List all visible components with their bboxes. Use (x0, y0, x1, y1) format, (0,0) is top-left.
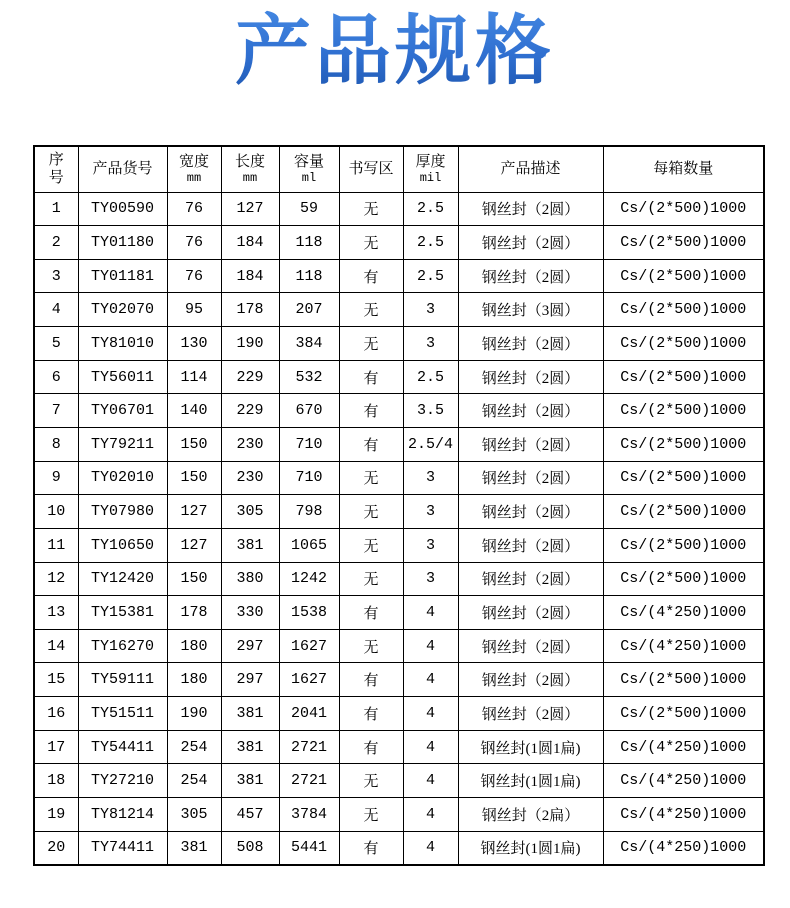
cell-length: 229 (221, 394, 279, 428)
cell-capacity: 2041 (279, 697, 339, 731)
cell-capacity: 1538 (279, 596, 339, 630)
cell-item-no: TY07980 (78, 495, 167, 529)
cell-no: 16 (34, 697, 78, 731)
table-row (34, 360, 764, 394)
cell-description: 钢丝封（2圆） (458, 596, 603, 630)
cell-length: 184 (221, 226, 279, 260)
cell-qty-per-box: Cs/(2*500)1000 (603, 427, 764, 461)
table-row (34, 831, 764, 865)
table-row (34, 192, 764, 226)
cell-description: 钢丝封（2圆） (458, 528, 603, 562)
cell-no: 12 (34, 562, 78, 596)
cell-length: 230 (221, 461, 279, 495)
cell-capacity: 1065 (279, 528, 339, 562)
cell-qty-per-box: Cs/(2*500)1000 (603, 663, 764, 697)
cell-no: 1 (34, 192, 78, 226)
cell-item-no: TY00590 (78, 192, 167, 226)
cell-width: 130 (167, 327, 221, 361)
cell-item-no: TY16270 (78, 629, 167, 663)
cell-item-no: TY06701 (78, 394, 167, 428)
cell-writing-area: 有 (339, 259, 403, 293)
cell-thickness: 3 (403, 495, 458, 529)
cell-writing-area: 无 (339, 798, 403, 832)
cell-no: 20 (34, 831, 78, 865)
cell-thickness: 3 (403, 327, 458, 361)
cell-width: 254 (167, 730, 221, 764)
table-header (34, 146, 764, 192)
cell-item-no: TY02010 (78, 461, 167, 495)
cell-writing-area: 无 (339, 293, 403, 327)
cell-description: 钢丝封（2圆） (458, 192, 603, 226)
cell-item-no: TY01180 (78, 226, 167, 260)
cell-writing-area: 有 (339, 697, 403, 731)
cell-capacity: 3784 (279, 798, 339, 832)
cell-thickness: 4 (403, 663, 458, 697)
cell-writing-area: 无 (339, 629, 403, 663)
cell-capacity: 5441 (279, 831, 339, 865)
cell-capacity: 2721 (279, 764, 339, 798)
cell-no: 6 (34, 360, 78, 394)
cell-qty-per-box: Cs/(2*500)1000 (603, 226, 764, 260)
cell-capacity: 118 (279, 259, 339, 293)
col-header-width: 宽度 mm (167, 146, 221, 192)
cell-description: 钢丝封（2圆） (458, 259, 603, 293)
cell-qty-per-box: Cs/(2*500)1000 (603, 562, 764, 596)
cell-width: 114 (167, 360, 221, 394)
cell-writing-area: 无 (339, 562, 403, 596)
cell-qty-per-box: Cs/(2*500)1000 (603, 394, 764, 428)
cell-qty-per-box: Cs/(4*250)1000 (603, 798, 764, 832)
table-row (34, 629, 764, 663)
cell-item-no: TY51511 (78, 697, 167, 731)
cell-qty-per-box: Cs/(4*250)1000 (603, 596, 764, 630)
cell-length: 297 (221, 663, 279, 697)
cell-capacity: 1627 (279, 629, 339, 663)
cell-length: 229 (221, 360, 279, 394)
cell-description: 钢丝封(1圆1扁) (458, 764, 603, 798)
cell-length: 381 (221, 730, 279, 764)
cell-no: 11 (34, 528, 78, 562)
cell-width: 254 (167, 764, 221, 798)
cell-length: 127 (221, 192, 279, 226)
cell-thickness: 3 (403, 528, 458, 562)
table-row (34, 427, 764, 461)
cell-qty-per-box: Cs/(4*250)1000 (603, 764, 764, 798)
cell-width: 381 (167, 831, 221, 865)
table-row (34, 562, 764, 596)
cell-thickness: 2.5 (403, 259, 458, 293)
cell-item-no: TY10650 (78, 528, 167, 562)
cell-length: 178 (221, 293, 279, 327)
cell-capacity: 59 (279, 192, 339, 226)
cell-no: 14 (34, 629, 78, 663)
cell-width: 127 (167, 495, 221, 529)
cell-length: 330 (221, 596, 279, 630)
cell-writing-area: 有 (339, 831, 403, 865)
cell-capacity: 798 (279, 495, 339, 529)
cell-length: 184 (221, 259, 279, 293)
cell-description: 钢丝封（2圆） (458, 360, 603, 394)
cell-thickness: 4 (403, 697, 458, 731)
cell-writing-area: 无 (339, 327, 403, 361)
cell-item-no: TY54411 (78, 730, 167, 764)
table-row (34, 764, 764, 798)
cell-thickness: 2.5 (403, 192, 458, 226)
cell-no: 17 (34, 730, 78, 764)
cell-item-no: TY81214 (78, 798, 167, 832)
cell-writing-area: 无 (339, 495, 403, 529)
col-header-description: 产品描述 (458, 146, 603, 192)
cell-width: 95 (167, 293, 221, 327)
cell-length: 380 (221, 562, 279, 596)
cell-item-no: TY02070 (78, 293, 167, 327)
cell-qty-per-box: Cs/(2*500)1000 (603, 327, 764, 361)
cell-capacity: 207 (279, 293, 339, 327)
cell-width: 150 (167, 562, 221, 596)
cell-no: 7 (34, 394, 78, 428)
cell-no: 4 (34, 293, 78, 327)
table-row (34, 327, 764, 361)
cell-capacity: 1242 (279, 562, 339, 596)
table-body (34, 192, 764, 865)
cell-qty-per-box: Cs/(2*500)1000 (603, 259, 764, 293)
table-row (34, 394, 764, 428)
cell-length: 381 (221, 528, 279, 562)
cell-qty-per-box: Cs/(2*500)1000 (603, 360, 764, 394)
cell-description: 钢丝封(1圆1扁) (458, 831, 603, 865)
table-row (34, 596, 764, 630)
cell-thickness: 4 (403, 798, 458, 832)
col-header-no: 序 号 (34, 146, 78, 192)
table-row (34, 495, 764, 529)
cell-thickness: 2.5 (403, 226, 458, 260)
cell-writing-area: 有 (339, 596, 403, 630)
cell-length: 190 (221, 327, 279, 361)
cell-capacity: 118 (279, 226, 339, 260)
table-row (34, 697, 764, 731)
cell-qty-per-box: Cs/(2*500)1000 (603, 697, 764, 731)
cell-width: 76 (167, 192, 221, 226)
table-row (34, 663, 764, 697)
cell-writing-area: 无 (339, 226, 403, 260)
cell-length: 305 (221, 495, 279, 529)
cell-item-no: TY79211 (78, 427, 167, 461)
cell-width: 190 (167, 697, 221, 731)
cell-width: 76 (167, 259, 221, 293)
cell-capacity: 532 (279, 360, 339, 394)
table-row (34, 528, 764, 562)
cell-item-no: TY15381 (78, 596, 167, 630)
page-title: 产品规格 (0, 4, 790, 99)
cell-width: 178 (167, 596, 221, 630)
cell-description: 钢丝封（2圆） (458, 226, 603, 260)
cell-item-no: TY56011 (78, 360, 167, 394)
cell-width: 305 (167, 798, 221, 832)
cell-no: 5 (34, 327, 78, 361)
cell-writing-area: 有 (339, 730, 403, 764)
cell-writing-area: 无 (339, 528, 403, 562)
cell-qty-per-box: Cs/(2*500)1000 (603, 461, 764, 495)
cell-width: 150 (167, 461, 221, 495)
header-row (34, 146, 764, 192)
cell-width: 76 (167, 226, 221, 260)
cell-thickness: 3.5 (403, 394, 458, 428)
cell-description: 钢丝封（2圆） (458, 629, 603, 663)
cell-writing-area: 有 (339, 663, 403, 697)
cell-description: 钢丝封（2圆） (458, 663, 603, 697)
cell-item-no: TY27210 (78, 764, 167, 798)
cell-length: 297 (221, 629, 279, 663)
cell-qty-per-box: Cs/(2*500)1000 (603, 528, 764, 562)
cell-qty-per-box: Cs/(4*250)1000 (603, 629, 764, 663)
cell-qty-per-box: Cs/(2*500)1000 (603, 495, 764, 529)
cell-no: 19 (34, 798, 78, 832)
table-row (34, 730, 764, 764)
cell-writing-area: 有 (339, 360, 403, 394)
table-row (34, 798, 764, 832)
cell-length: 230 (221, 427, 279, 461)
product-spec-table (33, 145, 765, 866)
cell-no: 2 (34, 226, 78, 260)
cell-item-no: TY81010 (78, 327, 167, 361)
cell-capacity: 670 (279, 394, 339, 428)
col-header-item-no: 产品货号 (78, 146, 167, 192)
cell-description: 钢丝封（2圆） (458, 427, 603, 461)
cell-no: 10 (34, 495, 78, 529)
cell-thickness: 2.5 (403, 360, 458, 394)
cell-item-no: TY12420 (78, 562, 167, 596)
table-row (34, 293, 764, 327)
cell-no: 13 (34, 596, 78, 630)
cell-thickness: 2.5/4 (403, 427, 458, 461)
cell-description: 钢丝封（2扁） (458, 798, 603, 832)
cell-length: 508 (221, 831, 279, 865)
col-header-qty-per-box: 每箱数量 (603, 146, 764, 192)
col-header-capacity: 容量 ml (279, 146, 339, 192)
col-header-length: 长度 mm (221, 146, 279, 192)
cell-no: 3 (34, 259, 78, 293)
cell-description: 钢丝封（2圆） (458, 562, 603, 596)
cell-item-no: TY01181 (78, 259, 167, 293)
cell-writing-area: 无 (339, 192, 403, 226)
cell-qty-per-box: Cs/(4*250)1000 (603, 730, 764, 764)
table-row (34, 226, 764, 260)
cell-writing-area: 无 (339, 764, 403, 798)
cell-no: 8 (34, 427, 78, 461)
cell-width: 180 (167, 629, 221, 663)
cell-item-no: TY59111 (78, 663, 167, 697)
cell-thickness: 4 (403, 730, 458, 764)
cell-capacity: 710 (279, 427, 339, 461)
cell-length: 381 (221, 764, 279, 798)
cell-capacity: 2721 (279, 730, 339, 764)
cell-thickness: 4 (403, 764, 458, 798)
cell-qty-per-box: Cs/(4*250)1000 (603, 831, 764, 865)
cell-writing-area: 有 (339, 427, 403, 461)
cell-qty-per-box: Cs/(2*500)1000 (603, 192, 764, 226)
cell-description: 钢丝封（2圆） (458, 697, 603, 731)
cell-description: 钢丝封(1圆1扁) (458, 730, 603, 764)
cell-capacity: 1627 (279, 663, 339, 697)
cell-description: 钢丝封（2圆） (458, 327, 603, 361)
table-row (34, 461, 764, 495)
cell-capacity: 710 (279, 461, 339, 495)
cell-thickness: 4 (403, 629, 458, 663)
cell-length: 381 (221, 697, 279, 731)
cell-qty-per-box: Cs/(2*500)1000 (603, 293, 764, 327)
cell-width: 127 (167, 528, 221, 562)
cell-thickness: 3 (403, 461, 458, 495)
col-header-writing-area: 书写区 (339, 146, 403, 192)
cell-thickness: 4 (403, 596, 458, 630)
cell-width: 150 (167, 427, 221, 461)
cell-description: 钢丝封（3圆） (458, 293, 603, 327)
cell-width: 140 (167, 394, 221, 428)
cell-description: 钢丝封（2圆） (458, 461, 603, 495)
cell-thickness: 4 (403, 831, 458, 865)
cell-writing-area: 无 (339, 461, 403, 495)
cell-length: 457 (221, 798, 279, 832)
cell-description: 钢丝封（2圆） (458, 394, 603, 428)
cell-no: 18 (34, 764, 78, 798)
cell-capacity: 384 (279, 327, 339, 361)
cell-no: 9 (34, 461, 78, 495)
cell-description: 钢丝封（2圆） (458, 495, 603, 529)
cell-writing-area: 有 (339, 394, 403, 428)
cell-thickness: 3 (403, 562, 458, 596)
col-header-thickness: 厚度 mil (403, 146, 458, 192)
cell-thickness: 3 (403, 293, 458, 327)
cell-width: 180 (167, 663, 221, 697)
cell-no: 15 (34, 663, 78, 697)
table-row (34, 259, 764, 293)
cell-item-no: TY74411 (78, 831, 167, 865)
